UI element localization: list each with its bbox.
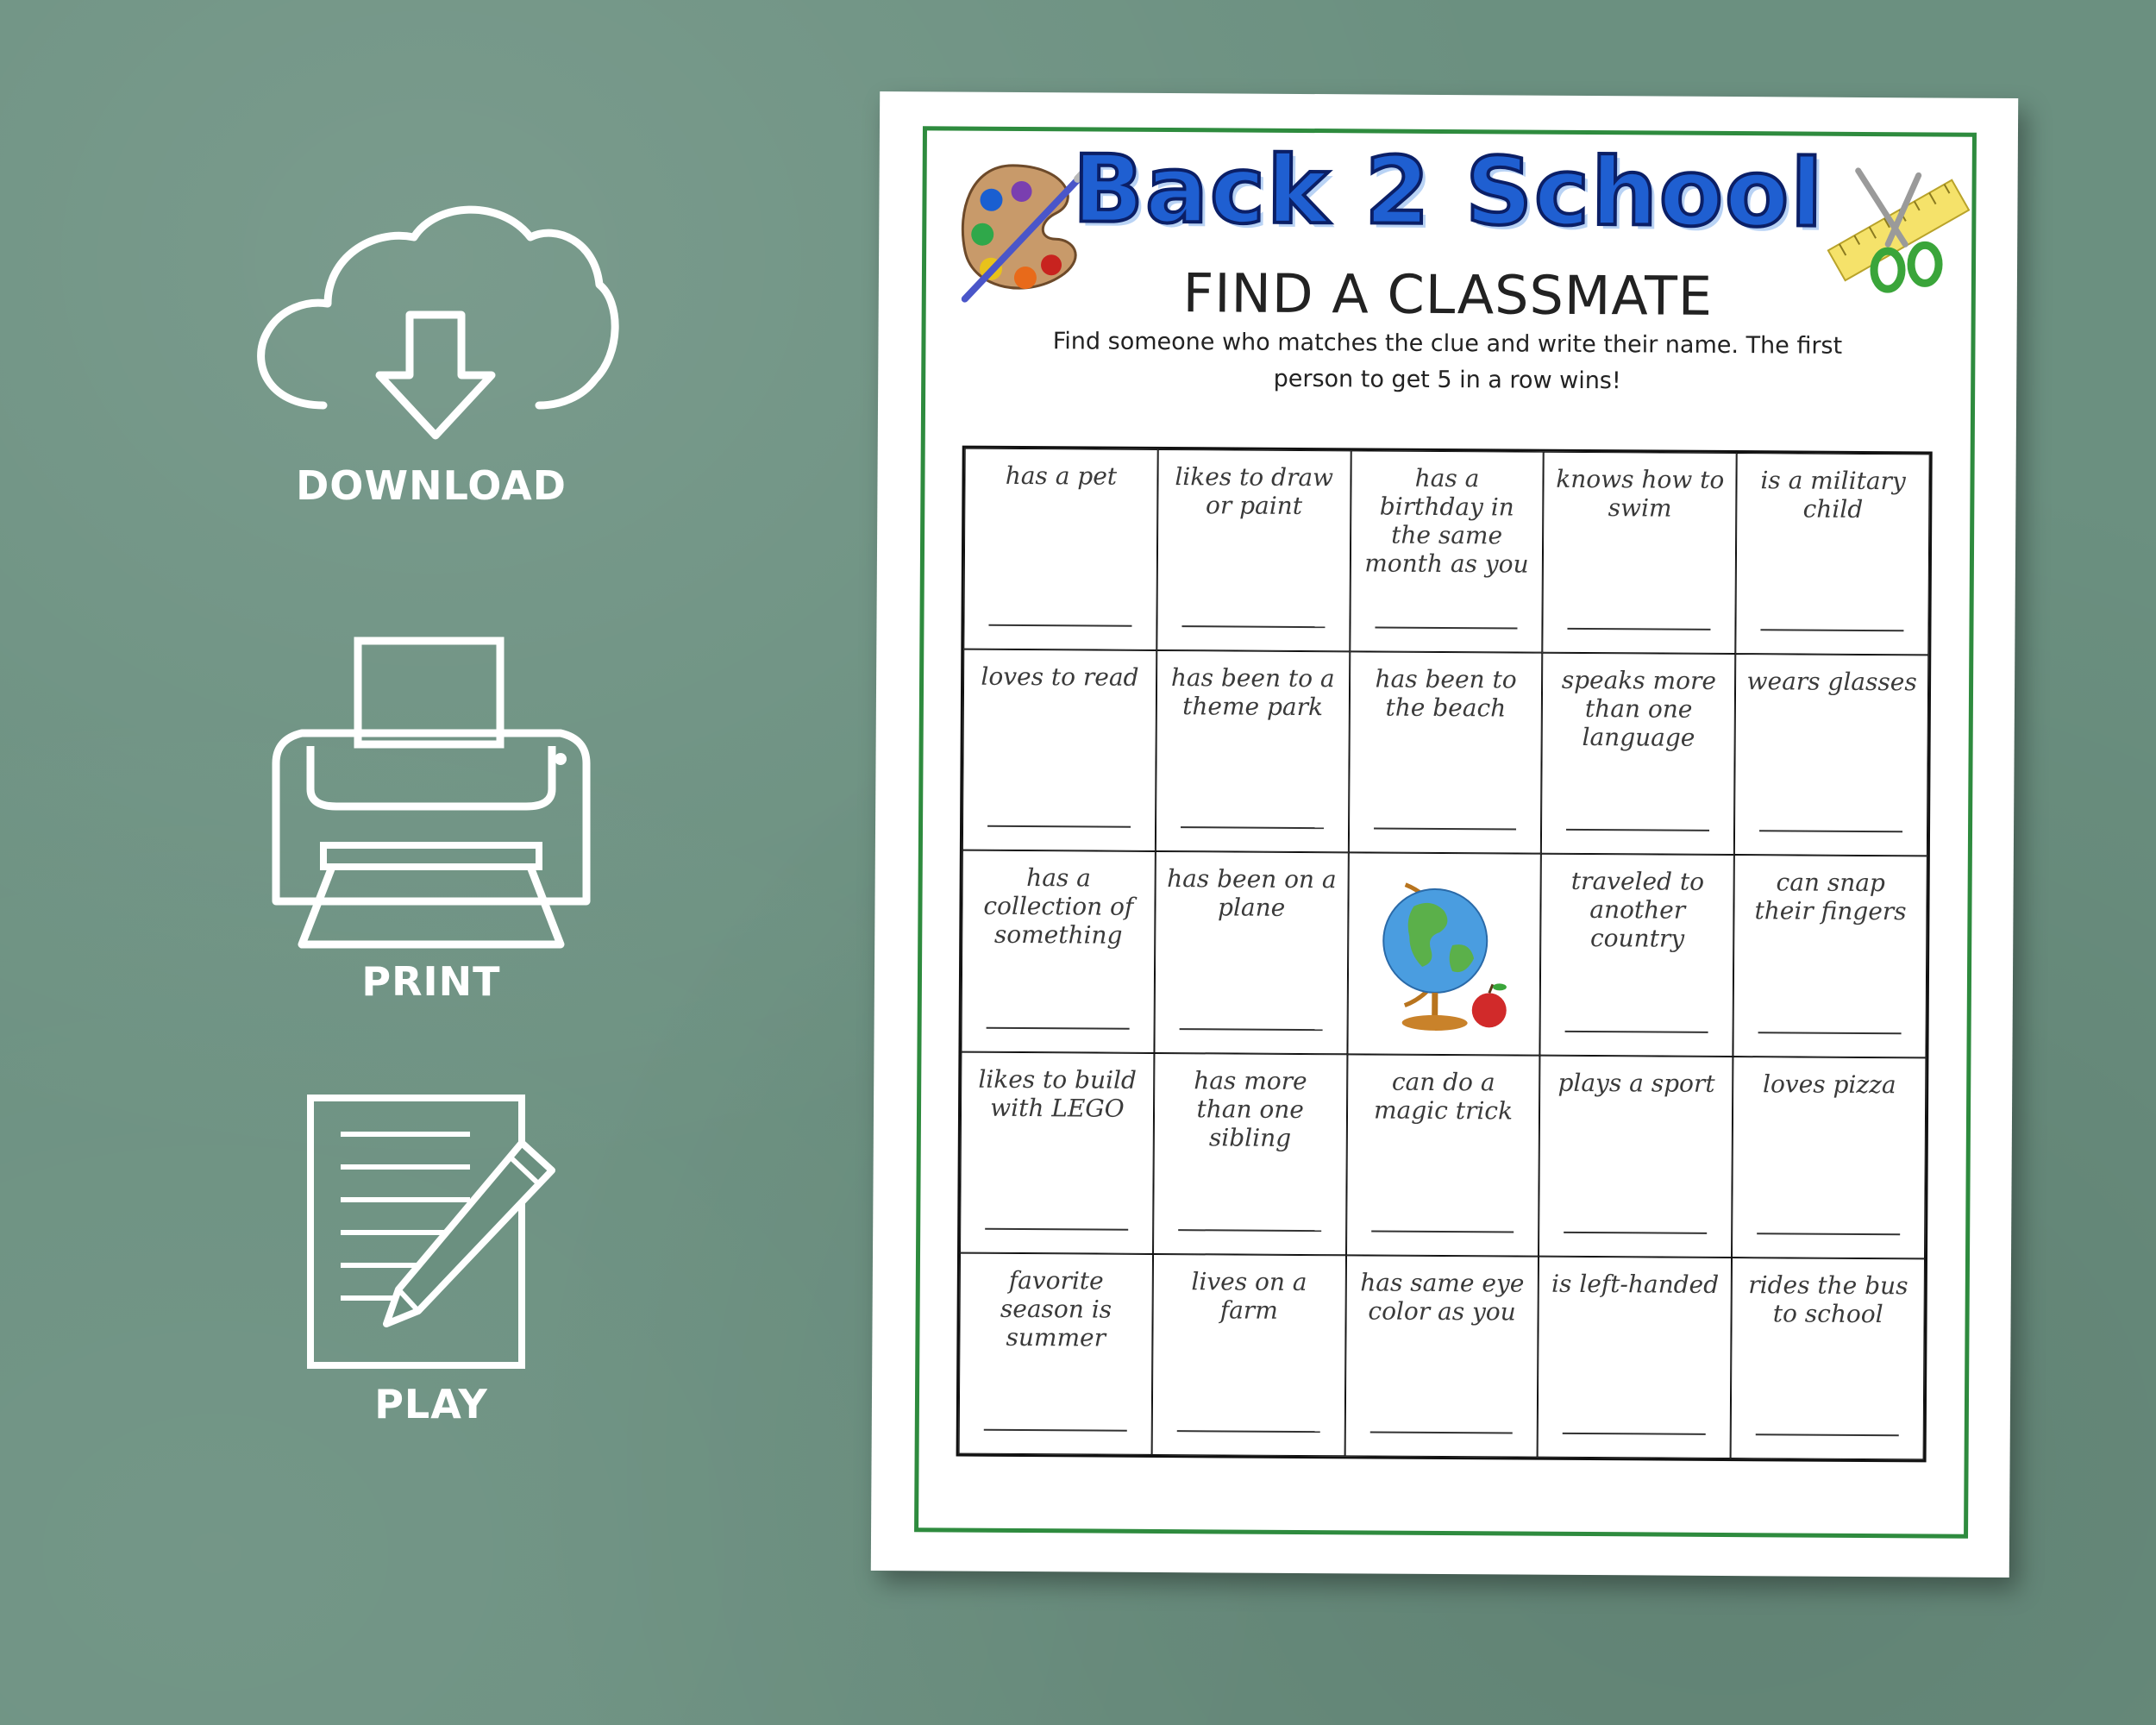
cell-clue: knows how to swim	[1556, 464, 1725, 523]
cell-clue: is left-handed	[1551, 1269, 1720, 1299]
grid-cell[interactable]	[1734, 654, 1928, 856]
name-blank[interactable]	[1564, 1232, 1708, 1234]
cell-clue: has been on a plane	[1167, 864, 1337, 923]
printer-icon	[259, 634, 604, 953]
grid-cell[interactable]	[1538, 1256, 1732, 1458]
name-blank[interactable]	[984, 1429, 1127, 1432]
name-blank[interactable]	[987, 1026, 1130, 1029]
name-blank[interactable]	[1374, 828, 1517, 831]
cell-clue: wears glasses	[1746, 667, 1917, 697]
cell-clue: has a birthday in the same month as you	[1364, 463, 1529, 579]
cell-clue: is a military child	[1760, 466, 1906, 524]
grid-cell[interactable]	[1350, 450, 1544, 653]
name-blank[interactable]	[987, 825, 1131, 828]
worksheet-instructions: Find someone who matches the clue and write their name. The first person to get 5 in a row wins!	[1052, 328, 1843, 395]
grid-cell[interactable]	[1348, 652, 1542, 855]
grid-cell[interactable]	[1732, 1057, 1926, 1259]
play-section[interactable]	[233, 1091, 630, 1427]
grid-cell[interactable]	[1154, 851, 1348, 1054]
grid-cell[interactable]	[1153, 1053, 1347, 1256]
download-label: DOWNLOAD	[296, 462, 567, 509]
cell-clue: favorite season is summer	[1000, 1265, 1112, 1352]
name-blank[interactable]	[1758, 1032, 1902, 1034]
name-blank[interactable]	[1371, 1230, 1514, 1233]
cell-clue: has a pet	[1005, 461, 1118, 491]
name-blank[interactable]	[985, 1228, 1128, 1231]
cell-clue: has been to a theme park	[1170, 663, 1335, 722]
print-section[interactable]	[233, 634, 630, 1005]
name-blank[interactable]	[1177, 1430, 1320, 1433]
grid-cell[interactable]	[961, 850, 1155, 1053]
cell-clue: likes to build with LEGO	[978, 1064, 1138, 1123]
bingo-grid	[956, 446, 1933, 1463]
grid-cell[interactable]	[1156, 449, 1351, 652]
name-blank[interactable]	[1757, 1233, 1900, 1235]
worksheet-title: Back 2 School	[1072, 135, 1825, 248]
cell-clue: plays a sport	[1557, 1068, 1715, 1098]
name-blank[interactable]	[1181, 827, 1324, 830]
worksheet-page	[871, 91, 2018, 1578]
free-space-cell	[1347, 853, 1541, 1056]
grid-cell[interactable]	[1346, 1054, 1540, 1257]
name-blank[interactable]	[1756, 1433, 1899, 1436]
cell-clue: has same eye color as you	[1360, 1268, 1525, 1327]
grid-cell[interactable]	[1733, 855, 1927, 1057]
play-label: PLAY	[374, 1381, 488, 1427]
name-blank[interactable]	[1178, 1229, 1321, 1232]
grid-cell[interactable]	[1540, 854, 1734, 1057]
grid-cell[interactable]	[1344, 1255, 1539, 1458]
cell-clue: can do a magic trick	[1373, 1067, 1514, 1126]
name-blank[interactable]	[1375, 627, 1518, 630]
cell-clue: likes to draw or paint	[1175, 462, 1334, 520]
cell-clue: traveled to another country	[1570, 867, 1705, 954]
grid-cell[interactable]	[1539, 1055, 1733, 1258]
cell-clue: speaks more than one language	[1561, 666, 1717, 752]
cell-clue: loves to read	[981, 662, 1139, 693]
grid-cell[interactable]	[1731, 1258, 1925, 1460]
globe-apple-icon	[1370, 867, 1518, 1040]
name-blank[interactable]	[1369, 1431, 1513, 1433]
cell-clue: rides the bus to school	[1748, 1270, 1908, 1328]
name-blank[interactable]	[1761, 629, 1904, 631]
cell-clue: has a collection of something	[983, 863, 1134, 950]
cell-clue: has been to the beach	[1375, 664, 1517, 723]
paper-pencil-icon	[276, 1091, 586, 1376]
grid-cell[interactable]	[1156, 650, 1350, 853]
grid-cell[interactable]	[1735, 453, 1929, 656]
grid-cell[interactable]	[963, 448, 1157, 651]
name-blank[interactable]	[1565, 1030, 1708, 1032]
grid-cell[interactable]	[962, 649, 1156, 852]
cell-clue: lives on a farm	[1191, 1267, 1307, 1325]
name-blank[interactable]	[988, 624, 1131, 627]
print-label: PRINT	[361, 958, 501, 1005]
grid-cell[interactable]	[959, 1252, 1153, 1455]
cell-clue: has more than one sibling	[1194, 1065, 1307, 1152]
cell-clue: can snap their fingers	[1754, 868, 1907, 926]
name-blank[interactable]	[1563, 1433, 1706, 1435]
name-blank[interactable]	[1759, 831, 1902, 833]
cell-clue: loves pizza	[1762, 1069, 1896, 1099]
grid-cell[interactable]	[960, 1051, 1154, 1254]
grid-cell[interactable]	[1541, 653, 1735, 856]
download-section[interactable]	[233, 190, 630, 509]
name-blank[interactable]	[1181, 625, 1325, 628]
worksheet-subtitle: FIND A CLASSMATE	[1182, 261, 1714, 328]
grid-cell[interactable]	[1151, 1254, 1345, 1457]
name-blank[interactable]	[1566, 829, 1709, 831]
cloud-download-icon	[241, 190, 621, 457]
name-blank[interactable]	[1179, 1028, 1322, 1031]
grid-cell[interactable]	[1543, 452, 1737, 655]
name-blank[interactable]	[1568, 628, 1711, 630]
